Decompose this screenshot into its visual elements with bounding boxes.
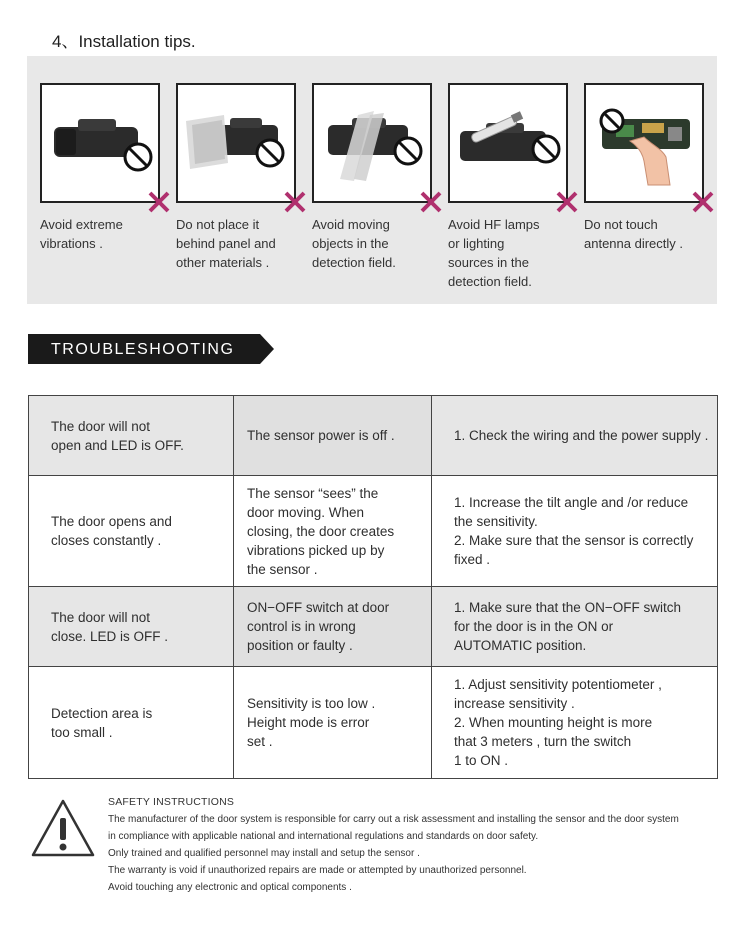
- problem-cell: Detection area is too small .: [29, 667, 234, 779]
- tip-text: Avoid HF lamps or lighting sources in the detection field.: [448, 217, 540, 289]
- tip-illustration-box: [312, 83, 432, 203]
- cross-icon: [555, 190, 579, 214]
- safety-line: The manufacturer of the door system is responsible for carry out a risk assessment and installing the sensor and the door system: [108, 814, 679, 825]
- tip-hf-lamps: [448, 83, 578, 291]
- safety-line: The warranty is void if unauthorized repairs are made or attempted by unauthorized personnel.: [108, 865, 527, 876]
- cross-icon: [147, 190, 171, 214]
- fix-cell: [432, 667, 718, 779]
- sensor-hf-lamp-icon: [450, 85, 566, 201]
- tip-text: Do not touch antenna directly .: [584, 217, 684, 251]
- fix-cell: [432, 476, 718, 587]
- hand-touching-board-icon: [586, 85, 702, 201]
- sensor-moving-objects-icon: [314, 85, 430, 201]
- fix-step: 1. Check the wiring and the power supply .: [454, 428, 709, 443]
- fix-step: 1. Adjust sensitivity potentiometer , increase sensitivity .: [454, 677, 662, 711]
- tip-illustration-box: [448, 83, 568, 203]
- troubleshooting-title: TROUBLESHOOTING: [51, 341, 235, 358]
- troubleshooting-header: [28, 334, 274, 364]
- cause-cell: ON−OFF switch at door control is in wrong position or faulty .: [234, 587, 432, 667]
- cross-icon: [283, 190, 307, 214]
- section-title: 4、Installation tips.: [52, 32, 196, 51]
- tip-behind-panel: [176, 83, 306, 272]
- safety-instructions: [108, 794, 708, 896]
- cause-cell: The sensor “sees” the door moving. When closing, the door creates vibrations picked up by the sensor .: [234, 476, 432, 587]
- warning-triangle-icon: [30, 798, 96, 858]
- tip-illustration-box: [176, 83, 296, 203]
- cause-cell: The sensor power is off .: [234, 396, 432, 476]
- safety-line: Avoid touching any electronic and optical components .: [108, 882, 352, 893]
- safety-line: Only trained and qualified personnel may install and setup the sensor .: [108, 848, 420, 859]
- sensor-behind-panel-icon: [178, 85, 294, 201]
- table-row: [29, 587, 718, 667]
- fix-step: 2. When mounting height is more that 3 meters , turn the switch 1 to ON .: [454, 715, 653, 768]
- safety-line: in compliance with applicable national and international regulations and standards on door safety.: [108, 831, 539, 842]
- fix-step: 1. Increase the tilt angle and /or reduce the sensitivity.: [454, 495, 689, 529]
- fix-cell: [432, 587, 718, 667]
- tip-text: Avoid moving objects in the detection field.: [312, 217, 396, 270]
- table-row: [29, 476, 718, 587]
- troubleshooting-table: [28, 395, 718, 779]
- fix-step: 1. Make sure that the ON−OFF switch for the door is in the ON or AUTOMATIC position.: [454, 600, 681, 653]
- tip-vibration: [40, 83, 170, 253]
- cross-icon: [419, 190, 443, 214]
- problem-cell: The door will not open and LED is OFF.: [29, 396, 234, 476]
- fix-cell: [432, 396, 718, 476]
- sensor-vibration-icon: [42, 85, 158, 201]
- cross-icon: [691, 190, 715, 214]
- cause-cell: Sensitivity is too low . Height mode is error set .: [234, 667, 432, 779]
- installation-tips-panel: [27, 56, 717, 304]
- table-row: [29, 667, 718, 779]
- problem-cell: The door opens and closes constantly .: [29, 476, 234, 587]
- safety-title: SAFETY INSTRUCTIONS: [108, 796, 235, 808]
- fix-step: 2. Make sure that the sensor is correctly fixed .: [454, 533, 694, 567]
- problem-cell: The door will not close. LED is OFF .: [29, 587, 234, 667]
- tip-illustration-box: [40, 83, 160, 203]
- tip-text: Avoid extreme vibrations .: [40, 217, 123, 251]
- tip-text: Do not place it behind panel and other materials .: [176, 217, 276, 270]
- tip-antenna: [584, 83, 714, 253]
- table-row: [29, 396, 718, 476]
- tip-illustration-box: [584, 83, 704, 203]
- tip-moving-objects: [312, 83, 442, 272]
